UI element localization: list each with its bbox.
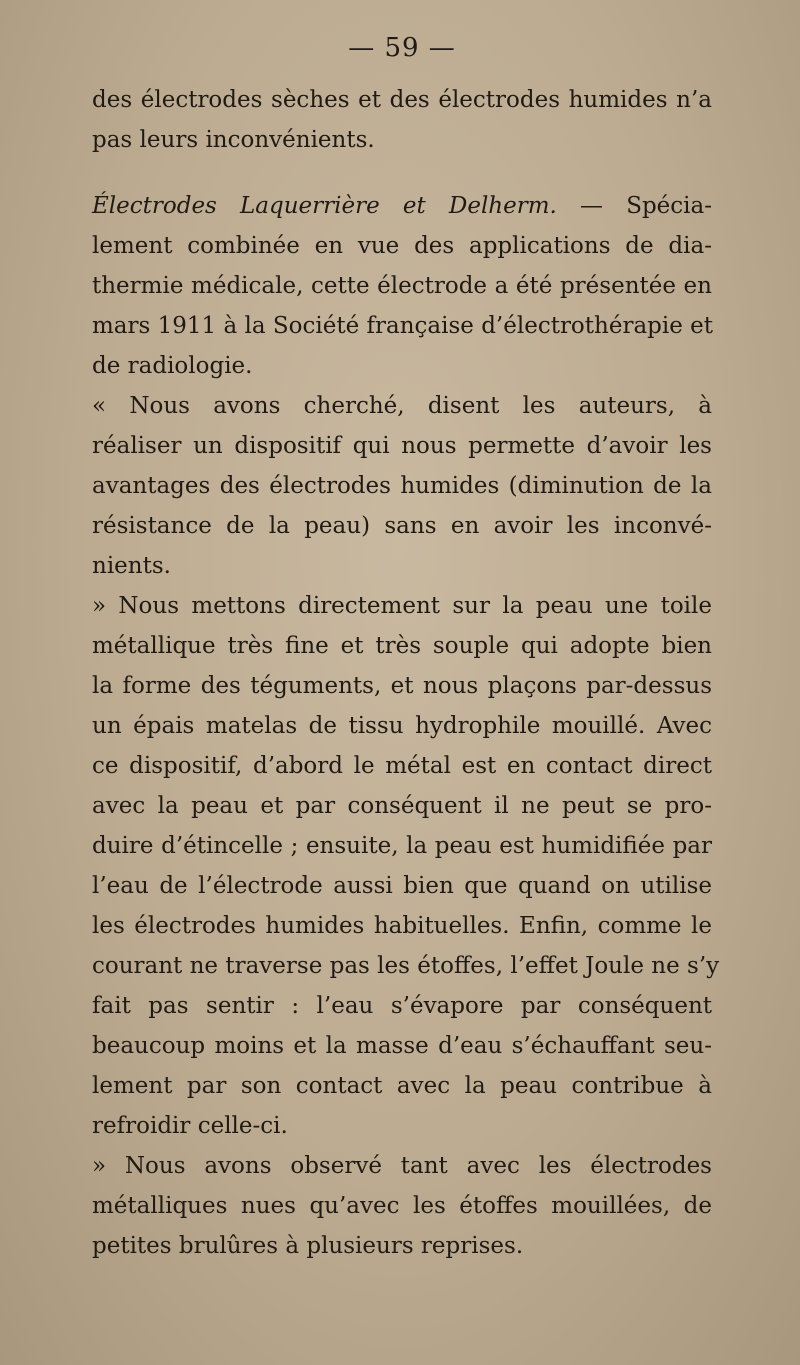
paragraph-gap [92, 160, 712, 186]
paragraph-quote-1 [92, 386, 712, 586]
text-line: la forme des téguments, et nous plaçons par-dessus [92, 673, 712, 699]
paragraph-quote-3 [92, 1146, 712, 1266]
text-line-heading [92, 186, 712, 226]
text-line: lement par son contact avec la peau contribue à [92, 1073, 712, 1099]
text-line: petites brulûres à plusieurs reprises. [92, 1233, 524, 1259]
text-line: fait pas sentir : l’eau s’évapore par conséquent [92, 993, 712, 1019]
text-line: mars 1911 à la Société française d’électrothérapie et [92, 313, 714, 339]
text-line: nients. [92, 553, 171, 579]
text-line: métallique très fine et très souple qui adopte bien [92, 633, 712, 659]
section-title: Électrodes Laquerrière et Delherm. [92, 193, 557, 219]
paragraph-intro [92, 80, 712, 160]
text-line: avec la peau et par conséquent il ne peut se pro- [92, 793, 712, 819]
text-line: les électrodes humides habituelles. Enfin, comme le [92, 913, 712, 939]
text-line: » Nous mettons directement sur la peau une toile [92, 593, 712, 619]
text-line: lement combinée en vue des applications de dia- [92, 233, 712, 259]
text-line: avantages des électrodes humides (diminution de la [92, 473, 712, 499]
text-line: un épais matelas de tissu hydrophile mouillé. Avec [92, 713, 712, 739]
text-line: beaucoup moins et la masse d’eau s’échauffant seu- [92, 1033, 712, 1059]
text-line: » Nous avons observé tant avec les électrodes [92, 1153, 712, 1179]
text-line: duire d’étincelle ; ensuite, la peau est humidifiée par [92, 833, 712, 859]
text-line: thermie médicale, cette électrode a été présentée en [92, 273, 712, 299]
text-line: de radiologie. [92, 353, 253, 379]
section-title-continuation: — Spécia- [556, 193, 712, 219]
paragraph-section-heading [92, 186, 712, 386]
text-line: courant ne traverse pas les étoffes, l’effet Joule ne s’y [92, 953, 720, 979]
text-line: pas leurs inconvénients. [92, 127, 375, 153]
paragraph-quote-2 [92, 586, 720, 1146]
text-line: refroidir celle-ci. [92, 1113, 288, 1139]
page-number: — 59 — [348, 33, 456, 63]
text-line: des électrodes sèches et des électrodes humides n’a [92, 87, 712, 113]
text-line: métalliques nues qu’avec les étoffes mouillées, de [92, 1193, 712, 1219]
text-line: résistance de la peau) sans en avoir les inconvé- [92, 513, 712, 539]
text-line: « Nous avons cherché, disent les auteurs, à [92, 393, 712, 419]
text-line: l’eau de l’électrode aussi bien que quand on utilise [92, 873, 712, 899]
text-line: réaliser un dispositif qui nous permette d’avoir les [92, 433, 712, 459]
book-page [92, 28, 720, 1266]
text-line: ce dispositif, d’abord le métal est en contact direct [92, 753, 712, 779]
